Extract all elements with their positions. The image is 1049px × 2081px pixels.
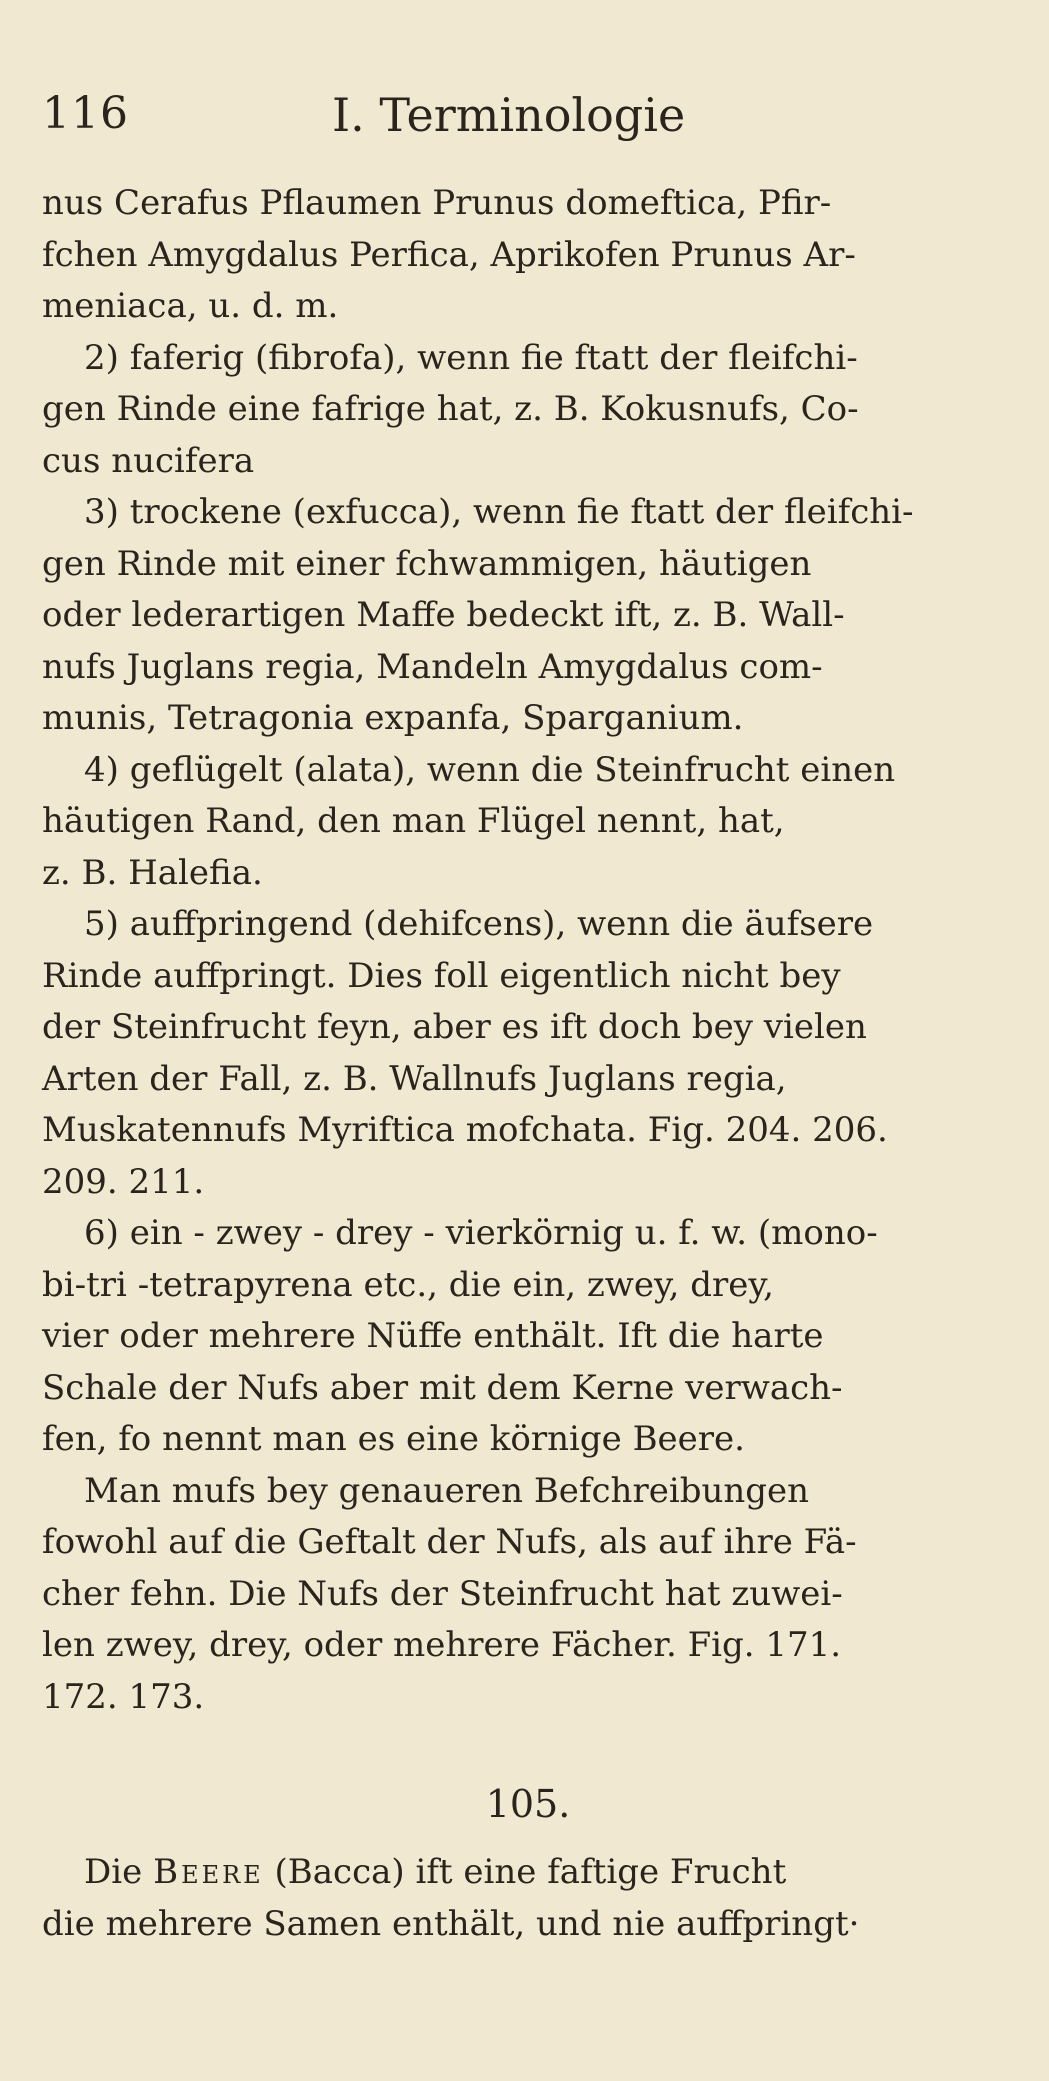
text-line: fchen Amygdalus Perfica, Aprikofen Prunus Ar- xyxy=(42,234,856,275)
text-line: 172. 173. xyxy=(42,1676,205,1717)
list-item-6: 6) ein - zwey - drey - vierkörnig u. f. w. (mono- xyxy=(84,1213,878,1253)
text-line: meniaca, u. d. m. xyxy=(42,286,339,326)
text-line: gen Rinde eine fafrige hat, z. B. Kokusnufs, Co- xyxy=(42,389,859,429)
text-line: oder lederartigen Maffe bedeckt ift, z. B. Wall- xyxy=(42,595,845,635)
paragraph-start: Man mufs bey genaueren Befchreibungen xyxy=(84,1470,810,1511)
list-item-3: 3) trockene (exfucca), wenn fie ftatt der fleifchi- xyxy=(84,492,914,532)
text-line: cus nucifera xyxy=(42,440,255,481)
page-number: 116 xyxy=(42,88,129,139)
text-line: len zwey, drey, oder mehrere Fächer. Fig. 171. xyxy=(42,1625,842,1665)
text-line: Rinde auffpringt. Dies foll eigentlich nicht bey xyxy=(42,955,841,996)
text-line: cher fehn. Die Nufs der Steinfrucht hat zuwei- xyxy=(42,1573,843,1614)
text-line: fowohl auf die Geftalt der Nufs, als auf ihre Fä- xyxy=(42,1522,857,1562)
page-header xyxy=(42,88,1012,148)
list-item-5: 5) auffpringend (dehifcens), wenn die äufsere xyxy=(84,904,874,944)
section-first-line xyxy=(42,1847,1014,1899)
running-title: I. Terminologie xyxy=(332,88,686,142)
section-number: 105. xyxy=(485,1782,571,1826)
text-line: Schale der Nufs aber mit dem Kerne verwach- xyxy=(42,1367,843,1408)
list-item-4: 4) geflügelt (alata), wenn die Steinfrucht einen xyxy=(84,749,896,790)
text-line: munis, Tetragonia expanfa, Sparganium. xyxy=(42,698,744,738)
text-line: z. B. Halefia. xyxy=(42,852,263,893)
text-line: nufs Juglans regia, Mandeln Amygdalus com- xyxy=(42,646,823,687)
text-line: nus Cerafus Pflaumen Prunus domeftica, Pfir- xyxy=(42,183,832,223)
section-text-rest: (Bacca) ift eine faftige Frucht xyxy=(274,1852,787,1892)
text-line: häutigen Rand, den man Flügel nennt, hat, xyxy=(42,801,785,841)
section-term: Beere xyxy=(153,1852,264,1892)
text-line: der Steinfrucht feyn, aber es ift doch bey vielen xyxy=(42,1007,867,1047)
text-line: fen, fo nennt man es eine körnige Beere. xyxy=(42,1419,745,1459)
text-line: Muskatennufs Myriftica mofchata. Fig. 204. 206. xyxy=(42,1110,888,1150)
text-line: vier oder mehrere Nüffe enthält. Ift die harte xyxy=(42,1316,824,1356)
text-line: 209. 211. xyxy=(42,1161,205,1202)
text-line: bi-tri -tetrapyrena etc., die ein, zwey, drey, xyxy=(42,1264,774,1305)
body-text xyxy=(42,178,1014,1950)
list-item-2: 2) faferig (fibrofa), wenn fie ftatt der fleifchi- xyxy=(84,337,858,378)
section-text-start: Die xyxy=(84,1852,143,1892)
text-line: Arten der Fall, z. B. Wallnufs Juglans regia, xyxy=(42,1058,787,1099)
text-line: gen Rinde mit einer fchwammigen, häutigen xyxy=(42,543,812,584)
section-second-line: die mehrere Samen enthält, und nie auffpringt· xyxy=(42,1903,860,1944)
